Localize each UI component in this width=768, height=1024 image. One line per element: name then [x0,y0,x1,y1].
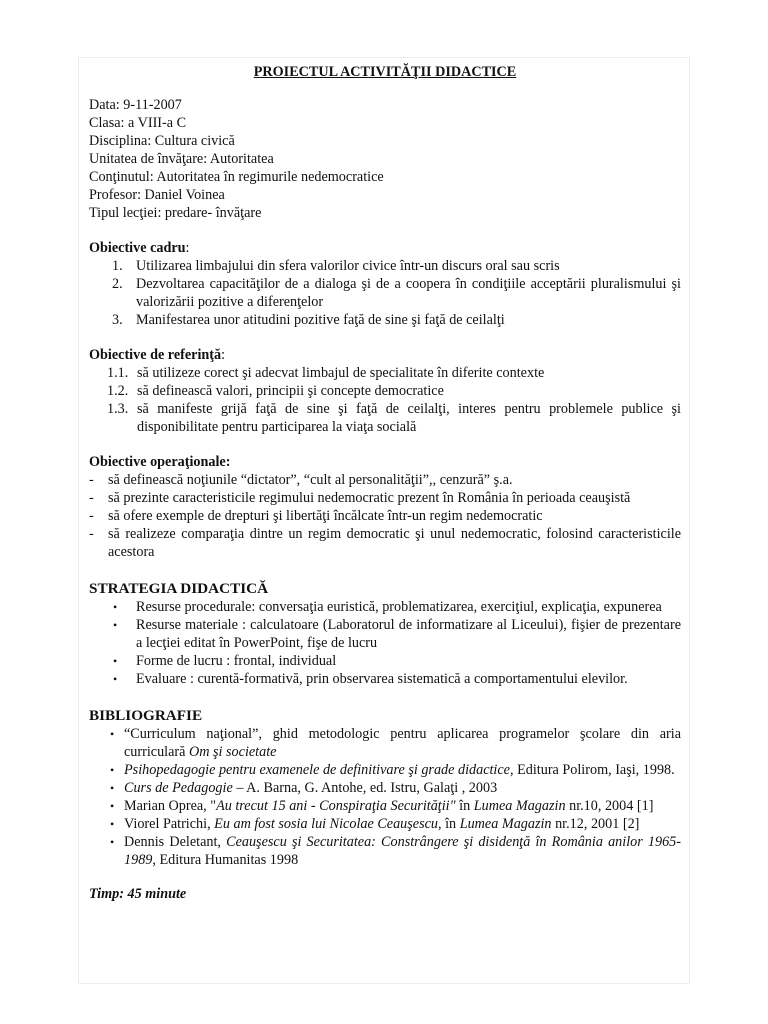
info-content: Conţinutul: Autoritatea în regimurile nedemocratice [89,169,384,185]
document-title: PROIECTUL ACTIVITĂŢII DIDACTICE [253,64,517,80]
info-unit: Unitatea de învăţare: Autoritatea [89,151,274,167]
list-item: - să prezinte caracteristicile regimului nedemocratic prezent în România în perioada ceauşistă [89,490,631,506]
list-item: 2. Dezvoltarea capacităţilor de a dialoga şi de a coopera în condiţiile acceptării pluralismului şi valorizării pozitive a diferenţelor [112,276,681,310]
list-item: • Evaluare : curentă-formativă, prin observarea sistematică a comportamentului elevilor. [113,671,628,687]
list-item: • “Curriculum naţional”, ghid metodologic pentru aplicarea programelor şcolare din aria curriculară Om şi societate [110,726,681,760]
list-item: • Marian Oprea, "Au trecut 15 ani - Conspiraţia Securităţii" în Lumea Magazin nr.10, 2004 [1] [110,798,654,814]
list-item: 3. Manifestarea unor atitudini pozitive faţă de sine şi faţă de ceilalţi [112,312,505,328]
obj-op-heading: Obiective operaţionale: [89,454,231,470]
obj-ref-heading: Obiective de referinţă: [89,347,226,363]
strategy-heading: STRATEGIA DIDACTICĂ [89,580,269,597]
obj-cadru-list [89,257,681,329]
bibliography-heading: BIBLIOGRAFIE [89,707,203,724]
obj-cadru-heading: Obiective cadru: [89,240,190,256]
list-item: • Resurse procedurale: conversaţia euristică, problematizarea, exerciţiul, explicaţia, expunerea [113,599,662,615]
info-teacher: Profesor: Daniel Voinea [89,187,225,203]
strategy-list [89,598,681,688]
document-body [89,63,681,903]
lesson-info [89,96,681,222]
list-item: 1.3. să manifeste grijă faţă de sine şi faţă de ceilalţi, interes pentru problemele publice şi disponibilitate pentru participarea la viaţa socială [107,401,681,435]
list-item: • Psihopedagogie pentru examenele de definitivare şi grade didactice, Editura Polirom, Iaşi, 1998. [110,762,675,778]
info-class: Clasa: a VIII-a C [89,115,187,131]
obj-ref-list [89,364,681,436]
list-item: 1.1. să utilizeze corect şi adecvat limbajul de specialitate în diferite contexte [107,365,545,381]
list-item: • Dennis Deletant, Ceauşescu şi Securitatea: Constrângere şi disidenţă în România anilor 1965-1989, Editura Humanitas 1998 [110,834,682,868]
list-item: 1. Utilizarea limbajului din sfera valorilor civice într-un discurs oral sau scris [112,258,560,274]
info-lesson-type: Tipul lecţiei: predare- învăţare [89,205,262,221]
list-item: - să realizeze comparaţia dintre un regim democratic şi unul nedemocratic, folosind caracteristicile acestora [89,526,681,560]
list-item: • Curs de Pedagogie – A. Barna, G. Antohe, ed. Istru, Galaţi , 2003 [110,780,498,796]
bibliography-list [89,725,681,869]
list-item: • Viorel Patrichi, Eu am fost sosia lui Nicolae Ceauşescu, în Lumea Magazin nr.12, 2001 [2] [110,816,640,832]
duration-label: Timp: 45 minute [89,886,187,902]
obj-op-list [89,471,681,561]
info-discipline: Disciplina: Cultura civică [89,133,235,149]
info-date: Data: 9-11-2007 [89,97,182,113]
list-item: • Forme de lucru : frontal, individual [113,653,337,669]
list-item: 1.2. să definească valori, principii şi concepte democratice [107,383,444,399]
list-item: - să ofere exemple de drepturi şi libertăţi încălcate într-un regim nedemocratic [89,508,543,524]
list-item: - să definească noţiunile “dictator”, “cult al personalităţii”,, cenzură” ş.a. [89,472,513,488]
list-item: • Resurse materiale : calculatoare (Laboratorul de informatizare al Liceului), fişier de prezentare a lecţiei editat în PowerPoint, fişe de lucru [113,617,681,651]
